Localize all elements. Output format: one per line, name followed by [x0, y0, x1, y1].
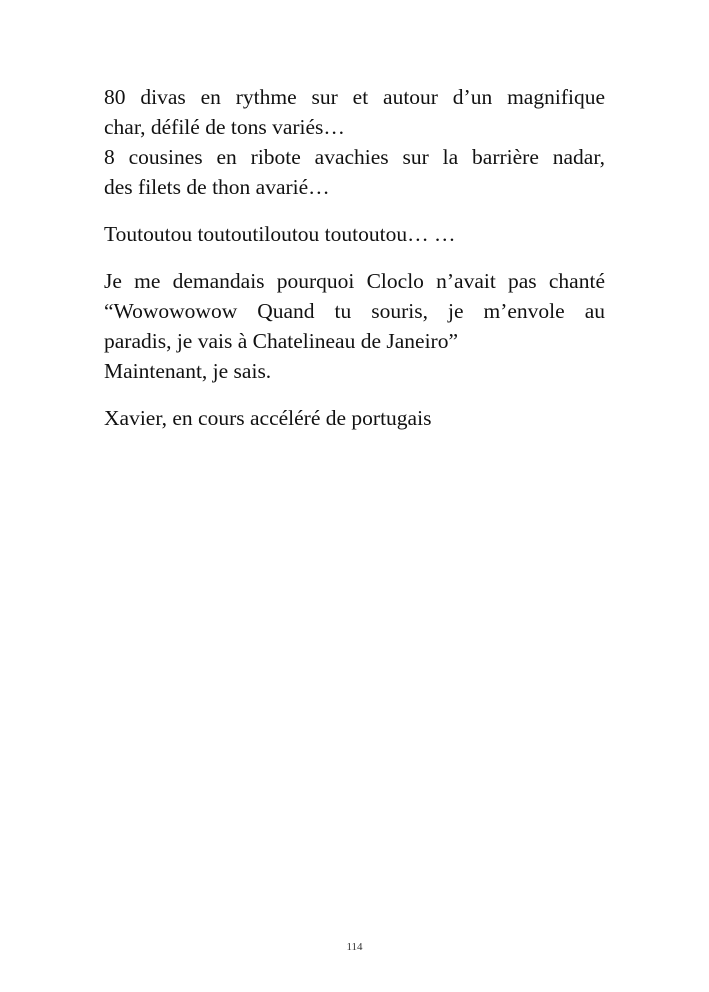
text-line: Xavier, en cours accéléré de portugais	[104, 406, 432, 430]
text-line: des filets de thon avarié…	[104, 175, 330, 199]
text-line: char, défilé de tons variés…	[104, 115, 345, 139]
text-line: Je me demandais pourquoi Cloclo n’avait pas chanté	[104, 269, 605, 293]
text-line: 8 cousines en ribote avachies sur la barrière nadar,	[104, 145, 605, 169]
paragraph-4	[104, 403, 605, 433]
text-line: “Wowowowow Quand tu souris, je m’envole au	[104, 299, 605, 323]
page-number: 114	[346, 941, 363, 953]
paragraph-2	[104, 219, 605, 249]
text-line: Toutoutou toutoutiloutou toutoutou… …	[104, 222, 456, 246]
paragraph-3	[104, 266, 605, 386]
body-text	[104, 82, 605, 450]
text-line: Maintenant, je sais.	[104, 359, 272, 383]
paragraph-1	[104, 82, 605, 202]
text-line: paradis, je vais à Chatelineau de Janeiro”	[104, 329, 459, 353]
text-line: 80 divas en rythme sur et autour d’un magnifique	[104, 85, 605, 109]
